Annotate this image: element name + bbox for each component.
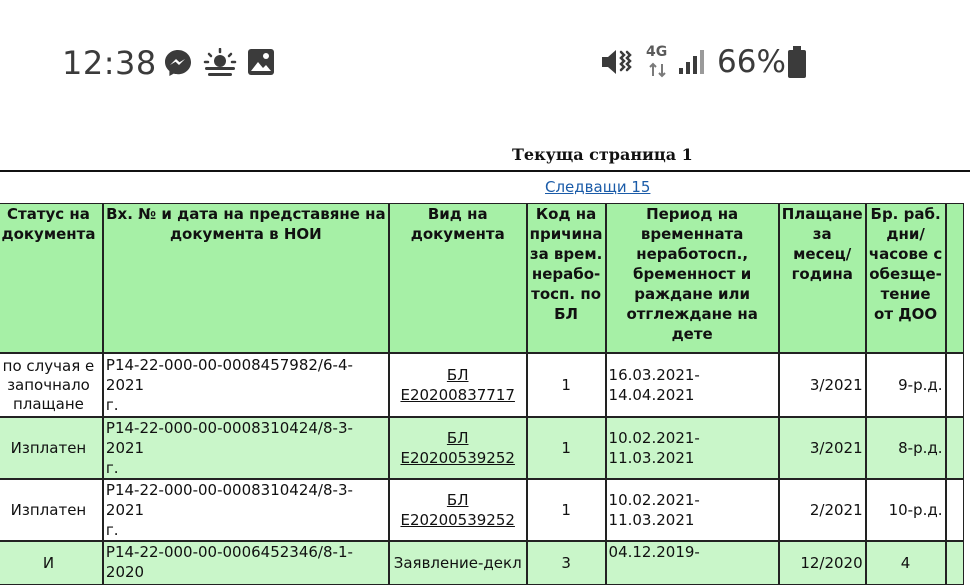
document-kind: БЛ	[446, 491, 469, 509]
document-number: Е20200837717	[400, 386, 515, 404]
cell-days: 9-р.д.	[866, 353, 946, 417]
header-status: Статус на документа	[0, 203, 103, 353]
status-bar	[0, 0, 970, 125]
header-document-type: Вид на документа	[389, 203, 527, 353]
cell-period	[606, 353, 779, 417]
cell-document	[389, 353, 527, 417]
document-kind: БЛ	[446, 366, 469, 384]
weather-icon	[202, 48, 238, 78]
cell-days: 10-р.д.	[866, 479, 946, 541]
period-start: 10.02.2021-	[608, 491, 700, 509]
document-number: Е20200539252	[400, 449, 515, 467]
table-row	[0, 353, 964, 417]
period-start: 16.03.2021-	[608, 366, 700, 384]
cell-period	[606, 541, 779, 585]
cell-incoming	[103, 479, 389, 541]
header-paid-for: Плащане за месец/ година	[779, 203, 866, 353]
table-header-row	[0, 203, 964, 353]
period-end: 14.04.2021	[608, 386, 695, 404]
document-number: Е20200539252	[400, 511, 515, 529]
cell-period	[606, 479, 779, 541]
cell-overflow	[946, 353, 965, 417]
network-type: 4G	[646, 44, 668, 60]
cell-days: 8-р.д.	[866, 417, 946, 479]
cell-status: Изплатен	[0, 479, 103, 541]
cell-days: 4	[866, 541, 946, 585]
cell-reason: 1	[527, 479, 606, 541]
period-start: 04.12.2019-	[608, 543, 700, 561]
header-days: Бр. раб. дни/ часове с обезще-тение от ДОО	[866, 203, 946, 353]
cell-paid-for: 2/2021	[779, 479, 866, 541]
cell-paid-for: 3/2021	[779, 417, 866, 479]
divider	[0, 170, 970, 172]
cell-reason: 1	[527, 353, 606, 417]
incoming-suffix: г.	[105, 459, 119, 477]
cell-document	[389, 417, 527, 479]
cell-document	[389, 479, 527, 541]
incoming-suffix: г.	[105, 396, 119, 414]
period-end: 11.03.2021	[608, 449, 695, 467]
cell-incoming	[103, 541, 389, 585]
cell-reason: 1	[527, 417, 606, 479]
next-page-link[interactable]: Следващи 15	[545, 178, 651, 196]
table-row	[0, 479, 964, 541]
incoming-number: Р14-22-000-00-0008457982/6-4-2021	[105, 356, 353, 394]
table-row	[0, 417, 964, 479]
image-icon	[247, 48, 275, 76]
cell-reason: 3	[527, 541, 606, 585]
battery-percent: 66%	[717, 44, 786, 80]
data-arrows-icon	[648, 62, 668, 78]
cell-overflow	[946, 479, 965, 541]
header-period: Период на временната неработосп., бременност и раждане или отглеждане на дете	[606, 203, 779, 353]
document-link[interactable]: Заявление-декл	[393, 554, 522, 572]
cell-paid-for: 12/2020	[779, 541, 866, 585]
incoming-number: Р14-22-000-00-0008310424/8-3-2021	[105, 419, 353, 457]
cell-incoming	[103, 417, 389, 479]
clock: 12:38	[62, 44, 157, 82]
signal-icon	[677, 48, 707, 76]
table-row	[0, 541, 964, 585]
document-link[interactable]	[400, 490, 514, 530]
incoming-suffix: г.	[105, 521, 119, 539]
period-start: 10.02.2021-	[608, 429, 700, 447]
messenger-icon	[163, 48, 193, 78]
cell-document	[389, 541, 527, 585]
cell-incoming	[103, 353, 389, 417]
vibrate-icon	[600, 46, 634, 78]
period-end: 11.03.2021	[608, 511, 695, 529]
incoming-number: Р14-22-000-00-0008310424/8-3-2021	[105, 481, 353, 519]
page-title: Текуща страница 1	[512, 145, 693, 164]
incoming-number: Р14-22-000-00-0006452346/8-1-2020	[105, 543, 353, 581]
cell-status: Изплатен	[0, 417, 103, 479]
cell-overflow	[946, 417, 965, 479]
cell-status: И	[0, 541, 103, 585]
cell-period	[606, 417, 779, 479]
header-incoming-number: Вх. № и дата на представяне на документа в НОИ	[103, 203, 389, 353]
battery-icon	[787, 45, 807, 79]
header-overflow	[946, 203, 965, 353]
cell-status: по случая е започнало плащане	[0, 353, 103, 417]
header-reason-code: Код на причина за врем. нерабо-тосп. по БЛ	[527, 203, 606, 353]
cell-overflow	[946, 541, 965, 585]
document-link[interactable]	[400, 428, 514, 468]
cell-paid-for: 3/2021	[779, 353, 866, 417]
document-kind: БЛ	[446, 429, 469, 447]
document-link[interactable]	[400, 365, 514, 405]
